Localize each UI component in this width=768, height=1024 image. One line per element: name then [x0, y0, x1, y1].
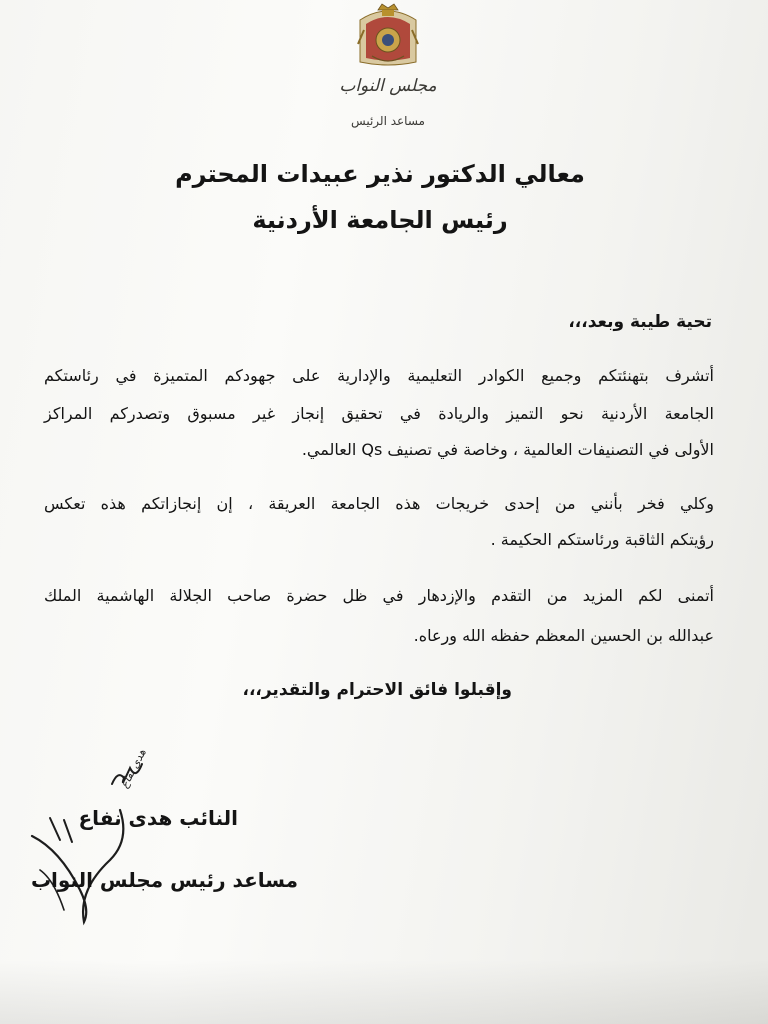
paragraph-3-line-1: أتمنى لكم المزيد من التقدم والإزدهار في ظل حضرة صاحب الجلالة الهاشمية الملك — [44, 586, 714, 605]
signatory-title: مساعد رئيس مجلس النواب — [30, 868, 298, 892]
logo-subtitle: مساعد الرئيس — [351, 114, 425, 128]
paragraph-1-line-3: الأولى في التصنيفات العالمية ، وخاصة في تصنيف Qs العالمي. — [301, 440, 714, 459]
closing: وإقبلوا فائق الاحترام والتقدير،،، — [242, 680, 512, 700]
paper-shadow — [0, 960, 768, 1024]
paragraph-2-line-1: وكلي فخر بأنني من إحدى خريجات هذه الجامعة العريقة ، إن إنجازاتكم هذه تعكس — [44, 494, 714, 513]
paragraph-1-line-2: الجامعة الأردنية نحو التميز والريادة في تحقيق إنجاز غير مسبوق وتصدركم المراكز — [44, 404, 714, 423]
handwritten-signature — [20, 740, 220, 930]
signatory-name: النائب هدى نفاع — [78, 806, 238, 830]
paragraph-3-line-2: عبدالله بن الحسين المعظم حفظه الله ورعاه. — [413, 626, 714, 645]
jordan-coat-of-arms-icon — [352, 0, 424, 68]
logo-text: مجلس النواب — [339, 76, 437, 96]
addressee-line-1: معالي الدكتور نذير عبيدات المحترم — [175, 160, 585, 188]
addressee-line-2: رئيس الجامعة الأردنية — [252, 206, 508, 234]
handwritten-note: هدى نفاع — [117, 746, 149, 791]
paragraph-1-line-1: أتشرف بتهنئتكم وجميع الكوادر التعليمية والإدارية على جهودكم المتميزة في رئاستكم — [44, 366, 714, 385]
paragraph-2-line-2: رؤيتكم الثاقبة ورئاستكم الحكيمة . — [490, 530, 714, 549]
greeting: تحية طيبة وبعد،،، — [568, 312, 712, 332]
